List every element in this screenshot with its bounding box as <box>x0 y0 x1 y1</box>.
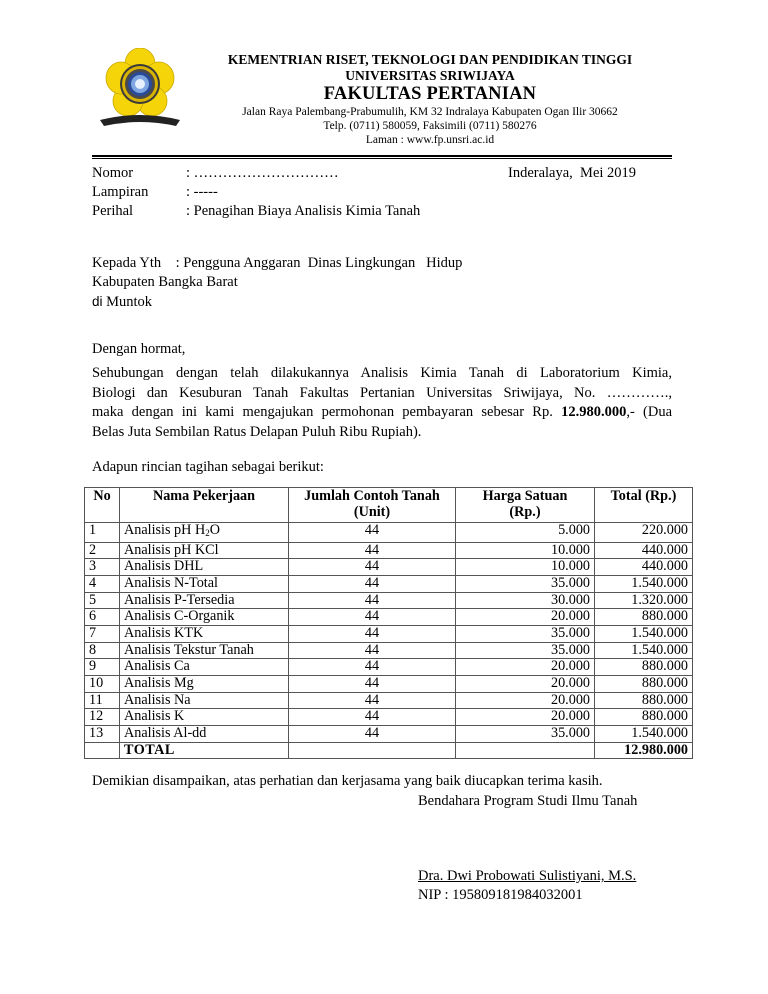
cell-jumlah: 44 <box>289 542 456 559</box>
cell-harga: 5.000 <box>456 523 595 543</box>
cell-nama: Analisis Mg <box>120 676 289 693</box>
total-label: TOTAL <box>120 742 289 759</box>
recipient-place <box>92 292 462 312</box>
recipient-di: di <box>92 294 103 309</box>
cell-nama: Analisis DHL <box>120 559 289 576</box>
cell-no: 12 <box>85 709 120 726</box>
cell-total: 440.000 <box>595 559 693 576</box>
cell-no: 7 <box>85 625 120 642</box>
cell-no: 4 <box>85 575 120 592</box>
cell-nama <box>120 523 289 543</box>
recipient-label: Kepada Yth <box>92 255 162 271</box>
cell-jumlah: 44 <box>289 642 456 659</box>
perihal-value: : Penagihan Biaya Analisis Kimia Tanah <box>186 203 421 219</box>
recipient-value: : Pengguna Anggaran Dinas Lingkungan Hidup <box>175 255 463 271</box>
table-row <box>85 625 693 642</box>
header-harga <box>456 488 595 523</box>
cell-harga: 20.000 <box>456 709 595 726</box>
table-row <box>85 676 693 693</box>
faculty-phone: Telp. (0711) 580059, Faksimili (0711) 580276 <box>323 120 537 132</box>
meta-perihal <box>92 202 420 221</box>
cell-nama: Analisis Tekstur Tanah <box>120 642 289 659</box>
header-jumlah-line1: Jumlah Contoh Tanah <box>304 488 440 504</box>
cell-jumlah: 44 <box>289 709 456 726</box>
cell-total: 880.000 <box>595 659 693 676</box>
cell-nama: Analisis P-Tersedia <box>120 592 289 609</box>
paragraph-line-3 <box>92 403 672 423</box>
table-row <box>85 575 693 592</box>
cell-nama-suffix: O <box>209 522 220 538</box>
faculty-address: Jalan Raya Palembang-Prabumulih, KM 32 Indralaya Kabupaten Ogan Ilir 30662 <box>242 106 618 118</box>
cell-jumlah: 44 <box>289 559 456 576</box>
table-intro: Adapun rincian tagihan sebagai berikut: <box>92 459 324 475</box>
cell-jumlah: 44 <box>289 609 456 626</box>
cell-total: 880.000 <box>595 609 693 626</box>
cell-no-empty <box>85 742 120 759</box>
cell-jumlah-empty <box>289 742 456 759</box>
table-row <box>85 559 693 576</box>
cell-total: 1.540.000 <box>595 726 693 743</box>
cell-harga: 35.000 <box>456 625 595 642</box>
cell-jumlah: 44 <box>289 676 456 693</box>
header-total: Total (Rp.) <box>595 488 693 523</box>
cell-harga: 20.000 <box>456 659 595 676</box>
lampiran-value: : ----- <box>186 184 218 200</box>
cell-no: 11 <box>85 692 120 709</box>
cell-total: 1.540.000 <box>595 642 693 659</box>
cell-no: 6 <box>85 609 120 626</box>
cell-nama: Analisis Al-dd <box>120 726 289 743</box>
faculty-website: Laman : www.fp.unsri.ac.id <box>365 134 495 146</box>
cell-nama: Analisis C-Organik <box>120 609 289 626</box>
table-row <box>85 542 693 559</box>
cell-harga-empty <box>456 742 595 759</box>
cell-jumlah: 44 <box>289 575 456 592</box>
cell-harga: 10.000 <box>456 559 595 576</box>
table-total-row <box>85 742 693 759</box>
recipient-city: Muntok <box>106 294 153 310</box>
cell-total: 880.000 <box>595 709 693 726</box>
table-row <box>85 692 693 709</box>
paragraph-line-4: Belas Juta Sembilan Ratus Delapan Puluh Ribu Rupiah). <box>92 423 422 440</box>
letterhead-divider <box>92 155 672 159</box>
cell-total: 440.000 <box>595 542 693 559</box>
cell-nama: Analisis Na <box>120 692 289 709</box>
cell-total: 1.540.000 <box>595 625 693 642</box>
cell-nama: Analisis N-Total <box>120 575 289 592</box>
cell-no: 10 <box>85 676 120 693</box>
cell-harga: 20.000 <box>456 692 595 709</box>
header-nama: Nama Pekerjaan <box>120 488 289 523</box>
cell-harga: 35.000 <box>456 726 595 743</box>
cell-jumlah: 44 <box>289 692 456 709</box>
paragraph-line-3-text: maka dengan ini kami mengajukan permohonan pembayaran sebesar Rp. <box>92 404 562 420</box>
lampiran-label: Lampiran <box>92 184 149 200</box>
cell-jumlah: 44 <box>289 659 456 676</box>
header-no: No <box>85 488 120 523</box>
cell-nama-subscript: 2 <box>205 528 210 538</box>
cell-total: 1.320.000 <box>595 592 693 609</box>
table-row <box>85 523 693 543</box>
cell-no: 3 <box>85 559 120 576</box>
cell-no: 1 <box>85 523 120 543</box>
cell-nama: Analisis K <box>120 709 289 726</box>
paragraph-line-1: Sehubungan dengan telah dilakukannya Analisis Kimia Tanah di Laboratorium Kimia, <box>92 365 672 381</box>
header-jumlah <box>289 488 456 523</box>
table-row <box>85 642 693 659</box>
recipient-line1 <box>92 254 462 273</box>
cell-nama-text: Analisis pH H <box>124 522 206 538</box>
header-jumlah-line2: (Unit) <box>353 503 391 520</box>
perihal-label: Perihal <box>92 203 134 219</box>
cell-total: 220.000 <box>595 523 693 543</box>
signer-role: Bendahara Program Studi Ilmu Tanah <box>418 793 638 809</box>
letter-meta <box>92 164 420 221</box>
cell-total: 1.540.000 <box>595 575 693 592</box>
nomor-value: : ………………………… <box>186 165 339 181</box>
recipient-regency: Kabupaten Bangka Barat <box>92 274 238 290</box>
faculty-name: FAKULTAS PERTANIAN <box>323 84 537 104</box>
cell-no: 8 <box>85 642 120 659</box>
cell-jumlah: 44 <box>289 726 456 743</box>
table-row <box>85 659 693 676</box>
body-paragraph <box>92 364 672 442</box>
table-header-row <box>85 488 693 523</box>
table-row <box>85 609 693 626</box>
header-harga-line1: Harga Satuan <box>482 488 568 504</box>
cell-no: 9 <box>85 659 120 676</box>
ministry-name: KEMENTRIAN RISET, TEKNOLOGI DAN PENDIDIKAN TINGGI <box>227 52 633 67</box>
cell-jumlah: 44 <box>289 625 456 642</box>
cell-nama: Analisis pH KCl <box>120 542 289 559</box>
cell-no: 13 <box>85 726 120 743</box>
table-row <box>85 709 693 726</box>
cell-harga: 20.000 <box>456 676 595 693</box>
cell-jumlah: 44 <box>289 592 456 609</box>
greeting: Dengan hormat, <box>92 341 186 357</box>
cell-total: 880.000 <box>595 676 693 693</box>
amount-total: 12.980.000 <box>561 404 627 420</box>
signer-name: Dra. Dwi Probowati Sulistiyani, M.S. <box>418 868 637 884</box>
cell-harga: 20.000 <box>456 609 595 626</box>
header-harga-line2: (Rp.) <box>509 503 541 520</box>
signer-nip: NIP : 195809181984032001 <box>418 887 583 903</box>
cell-no: 5 <box>85 592 120 609</box>
cell-nama: Analisis KTK <box>120 625 289 642</box>
total-value: 12.980.000 <box>595 742 693 759</box>
cell-nama: Analisis Ca <box>120 659 289 676</box>
table-row <box>85 726 693 743</box>
recipient-block <box>92 254 462 312</box>
meta-nomor <box>92 164 420 183</box>
cell-no: 2 <box>85 542 120 559</box>
meta-lampiran <box>92 183 420 202</box>
place-date: Inderalaya, Mei 2019 <box>508 165 637 181</box>
paragraph-line-2: Biologi dan Kesuburan Tanah Fakultas Pertanian Universitas Sriwijaya, No. …………., <box>92 384 672 401</box>
nomor-label: Nomor <box>92 165 134 181</box>
cell-harga: 30.000 <box>456 592 595 609</box>
cell-jumlah: 44 <box>289 523 456 543</box>
table-row <box>85 592 693 609</box>
cell-harga: 10.000 <box>456 542 595 559</box>
paragraph-line-3-suffix: ,- (Dua <box>626 404 672 420</box>
invoice-table <box>84 487 693 759</box>
cell-total: 880.000 <box>595 692 693 709</box>
cell-harga: 35.000 <box>456 642 595 659</box>
closing-statement: Demikian disampaikan, atas perhatian dan kerjasama yang baik diucapkan terima kasih. <box>92 773 603 789</box>
university-name: UNIVERSITAS SRIWIJAYA <box>345 68 515 83</box>
cell-harga: 35.000 <box>456 575 595 592</box>
